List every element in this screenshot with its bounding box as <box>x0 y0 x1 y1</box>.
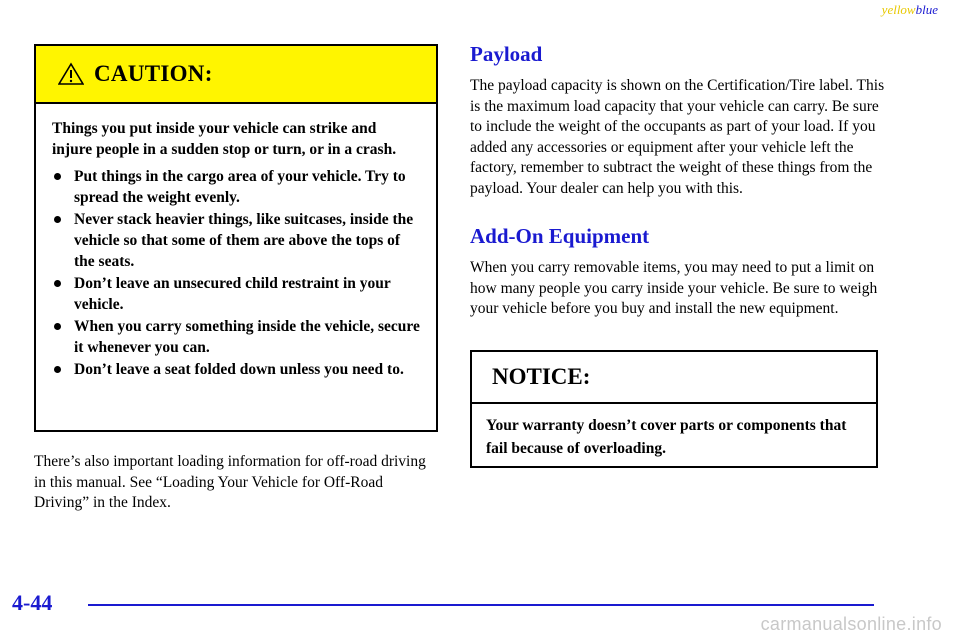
caution-list <box>52 166 420 380</box>
watermark: carmanualsonline.info <box>760 614 942 634</box>
page-number: 4-44 <box>12 590 53 615</box>
caution-box <box>34 44 438 432</box>
notice-box <box>470 350 878 468</box>
warning-triangle-icon <box>58 62 84 86</box>
header-color-tag <box>882 2 938 18</box>
payload-paragraph: The payload capacity is shown on the Certification/Tire label. This is the maximum load capacity that your vehicle can carry. Be sure to include the weight of the occupants as part of your load. If you added any accessories or equipment after your vehicle left the factory, remember to subtract the weight of these things from the payload. Your dealer can help you with this. <box>470 77 885 197</box>
caution-list-item: Put things in the cargo area of your vehicle. Try to spread the weight evenly. <box>52 166 420 208</box>
header-tag-blue: blue <box>915 2 938 17</box>
off-road-loading-paragraph: There’s also important loading information for off-road driving in this manual. See “Loading Your Vehicle for Off-Road Driving” in the Index. <box>34 453 426 511</box>
caution-list-item: Don’t leave an unsecured child restraint in your vehicle. <box>52 273 420 315</box>
notice-title: NOTICE: <box>492 364 591 389</box>
notice-header <box>472 352 876 404</box>
caution-header <box>36 46 436 104</box>
caution-list-item: When you carry something inside the vehicle, secure it whenever you can. <box>52 316 420 358</box>
caution-list-item: Don’t leave a seat folded down unless you need to. <box>52 359 420 380</box>
add-on-equipment-paragraph: When you carry removable items, you may need to put a limit on how many people you carry inside your vehicle. Be sure to weigh your vehicle before you buy and install the new equipment. <box>470 259 878 317</box>
notice-body: Your warranty doesn’t cover parts or components that fail because of overloading. <box>486 417 847 457</box>
caution-body <box>36 104 436 380</box>
caution-list-item: Never stack heavier things, like suitcases, inside the vehicle so that some of them are above the tops of the seats. <box>52 209 420 272</box>
payload-heading: Payload <box>470 42 543 66</box>
add-on-equipment-heading: Add-On Equipment <box>470 224 650 248</box>
footer-divider <box>88 604 874 606</box>
caution-title: CAUTION: <box>94 61 213 86</box>
header-tag-yellow: yellow <box>881 2 916 17</box>
caution-intro: Things you put inside your vehicle can strike and injure people in a sudden stop or turn, or in a crash. <box>52 120 397 158</box>
